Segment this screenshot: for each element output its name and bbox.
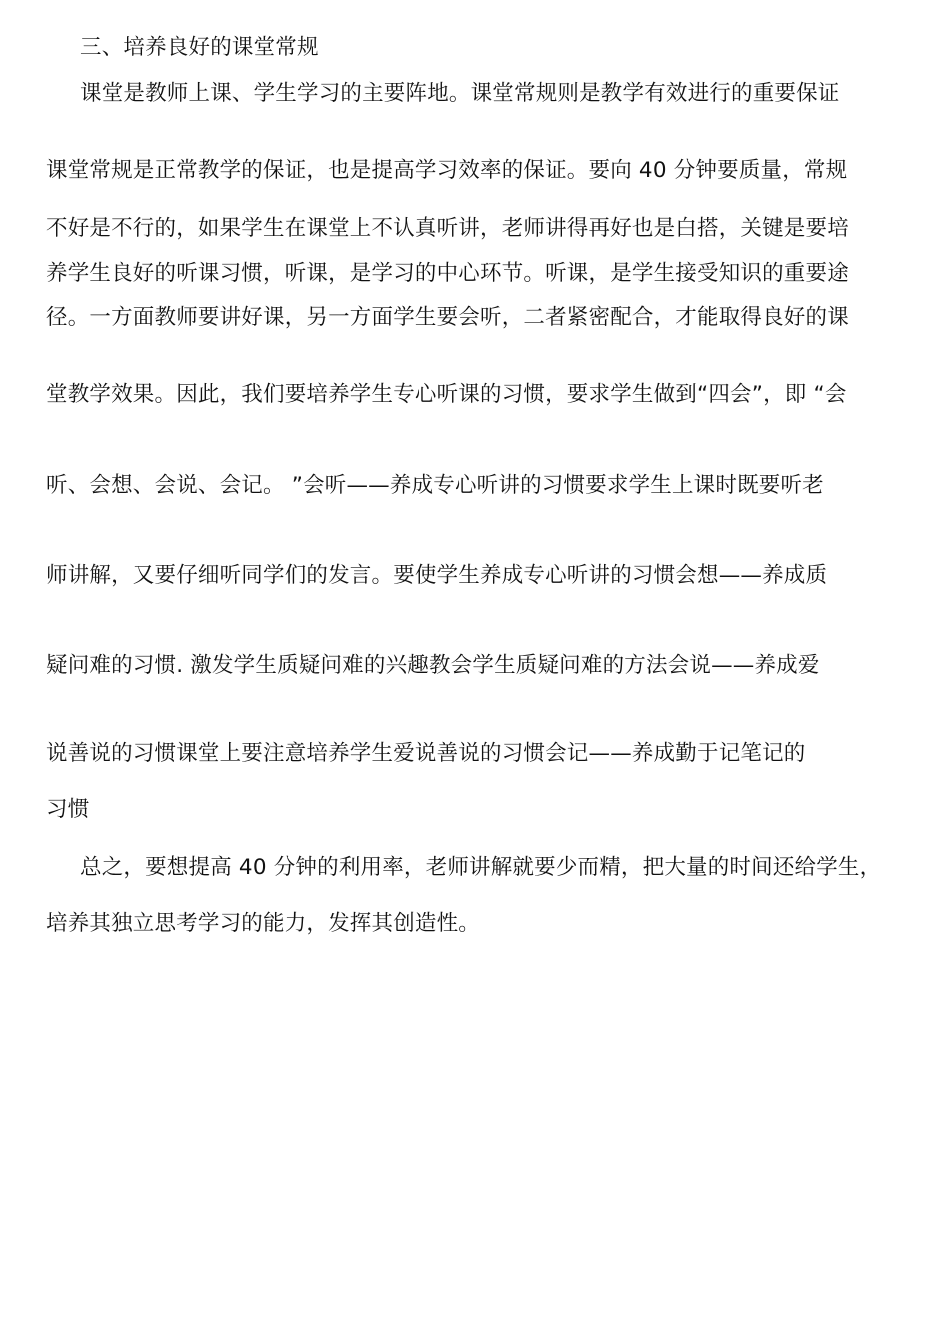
paragraph-line: 养学生良好的听课习惯，听课，是学习的中心环节。听课，是学生接受知识的重要途 bbox=[46, 261, 849, 286]
paragraph-line: 课堂是教师上课、学生学习的主要阵地。课堂常规则是教学有效进行的重要保证 bbox=[80, 81, 840, 106]
section-heading: 三、培养良好的课堂常规 bbox=[80, 35, 319, 60]
paragraph-line: 课堂常规是正常教学的保证，也是提高学习效率的保证。要向 40 分钟要质量，常规 bbox=[46, 158, 848, 183]
paragraph-line: 说善说的习惯课堂上要注意培养学生爱说善说的习惯会记——养成勤于记笔记的 bbox=[46, 741, 806, 766]
paragraph-line: 习惯 bbox=[46, 797, 90, 822]
paragraph-line: 疑问难的习惯. 激发学生质疑问难的兴趣教会学生质疑问难的方法会说——养成爱 bbox=[46, 653, 820, 678]
paragraph-line: 不好是不行的，如果学生在课堂上不认真听讲，老师讲得再好也是白搭，关键是要培 bbox=[46, 216, 849, 241]
paragraph-line: 总之，要想提高 40 分钟的利用率，老师讲解就要少而精，把大量的时间还给学生， bbox=[80, 855, 882, 880]
paragraph-line: 听、会想、会说、会记。 ”会听——养成专心听讲的习惯要求学生上课时既要听老 bbox=[46, 473, 824, 498]
paragraph-line: 径。一方面教师要讲好课，另一方面学生要会听，二者紧密配合，才能取得良好的课 bbox=[46, 305, 849, 330]
paragraph-line: 堂教学效果。因此，我们要培养学生专心听课的习惯，要求学生做到“四会”，即 “会 bbox=[46, 382, 847, 407]
paragraph-line: 师讲解，又要仔细听同学们的发言。要使学生养成专心听讲的习惯会想——养成质 bbox=[46, 563, 828, 588]
paragraph-line: 培养其独立思考学习的能力，发挥其创造性。 bbox=[46, 911, 481, 936]
